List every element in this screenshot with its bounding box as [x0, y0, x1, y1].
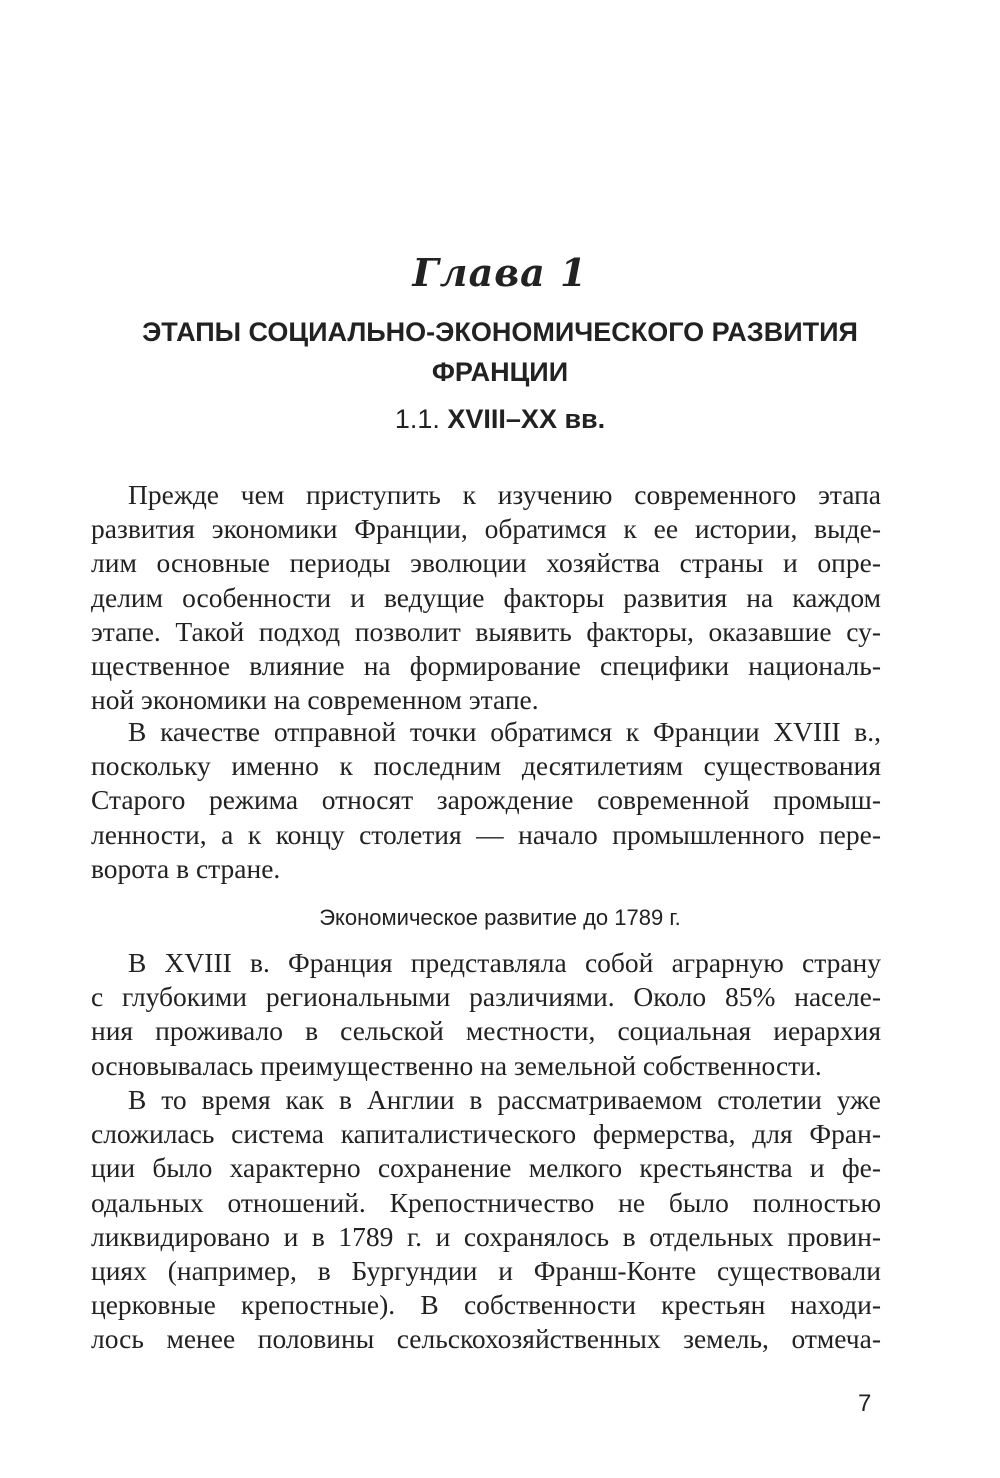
text-line: ленности, а к концу столетия — начало промышленного пере- — [91, 818, 881, 850]
text-line: Старого режима относят зарождение современной промыш- — [91, 784, 881, 816]
text-line: основывалась преимущественно на земельной собственности. — [91, 1049, 822, 1081]
chapter-label: Глава 1 — [412, 250, 588, 295]
chapter-title-line: ЭТАПЫ СОЦИАЛЬНО-ЭКОНОМИЧЕСКОГО РАЗВИТИЯ — [142, 317, 858, 347]
text-line: ликвидировано и в 1789 г. и сохранялось в отдельных провин- — [91, 1220, 881, 1252]
text-line: этапе. Такой подход позволит выявить факторы, оказавшие су- — [91, 615, 881, 647]
subsection-heading: Экономическое развитие до 1789 г. — [319, 905, 681, 930]
text-line: ворота в стране. — [91, 852, 281, 884]
paragraph — [91, 946, 881, 1083]
text-line: делим особенности и ведущие факторы развития на каждом — [91, 581, 881, 613]
text-line: с глубокими региональными различиями. Около 85% населе- — [91, 981, 881, 1013]
text-line: В качестве отправной точки обратимся к Франции XVIII в., — [128, 716, 881, 747]
section-name: XVIII–XX вв. — [447, 404, 606, 434]
text-line: ния проживало в сельской местности, социальная иерархия — [91, 1015, 881, 1047]
paragraph — [91, 478, 881, 717]
text-line: одальных отношений. Крепостничество не было полностью — [91, 1186, 881, 1218]
paragraph — [91, 1083, 881, 1357]
section-number: 1.1. — [394, 404, 440, 434]
text-line: циях (например, в Бургундии и Франш-Конте существовали — [91, 1255, 881, 1287]
text-line: щественное влияние на формирование специфики националь- — [91, 650, 881, 682]
paragraph — [91, 715, 881, 886]
text-line: развития экономики Франции, обратимся к ее истории, выде- — [91, 513, 881, 545]
text-line: ции было характерно сохранение мелкого крестьянства и фе- — [91, 1152, 881, 1184]
text-line: лим основные периоды эволюции хозяйства страны и опре- — [91, 547, 881, 579]
text-line: сложилась система капиталистического фермерства, для Фран- — [91, 1118, 881, 1150]
text-line: церковные крепостные). В собственности крестьян находи- — [91, 1289, 881, 1321]
text-line: ной экономики на современном этапе. — [91, 684, 539, 716]
text-line: В XVIII в. Франция представляла собой аграрную страну — [128, 947, 881, 978]
text-line: Прежде чем приступить к изучению современного этапа — [128, 479, 881, 510]
section-title — [0, 404, 1000, 435]
text-line: В то время как в Англии в рассматриваемом столетии уже — [128, 1084, 881, 1115]
chapter-title — [60, 312, 940, 392]
chapter-title-line: ФРАНЦИИ — [431, 357, 569, 387]
text-line: поскольку именно к последним десятилетиям существования — [91, 750, 881, 782]
page-number: 7 — [858, 1390, 872, 1417]
text-line: лось менее половины сельскохозяйственных земель, отмеча- — [91, 1323, 881, 1355]
